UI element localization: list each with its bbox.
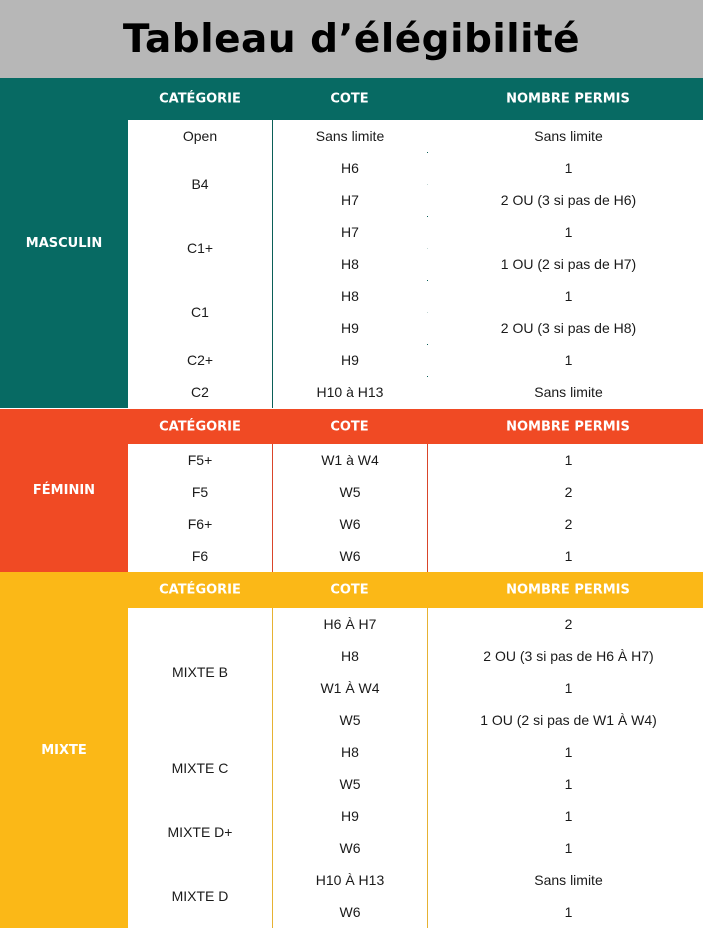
cote-cell: H8 — [273, 248, 427, 280]
cote-cell: H10 à H13 — [273, 376, 427, 408]
permis-cell: 1 — [428, 800, 703, 832]
header-cote: COTE — [330, 91, 369, 107]
permis-cell: 2 — [428, 508, 703, 540]
cote-cell: W1 à W4 — [273, 444, 427, 476]
cote-cell: H7 — [273, 184, 427, 216]
section-label: MASCULIN — [25, 235, 103, 251]
category-cell: C2+ — [128, 344, 272, 376]
cote-cell: W5 — [273, 704, 427, 736]
category-cell: MIXTE C — [128, 736, 272, 800]
cote-cell: W1 À W4 — [273, 672, 427, 704]
section-masculin — [0, 78, 703, 408]
permis-cell: 1 — [428, 832, 703, 864]
permis-cell: 1 OU (2 si pas de W1 À W4) — [428, 704, 703, 736]
cote-cell: Sans limite — [273, 120, 427, 152]
category-cell: MIXTE D — [128, 864, 272, 928]
cote-cell: H8 — [273, 640, 427, 672]
cote-cell: H9 — [273, 800, 427, 832]
category-cell: C1 — [128, 280, 272, 344]
permis-cell: 1 — [428, 896, 703, 928]
cote-cell: H7 — [273, 216, 427, 248]
permis-cell: Sans limite — [428, 120, 703, 152]
cote-cell: W5 — [273, 768, 427, 800]
header-categorie: CATÉGORIE — [159, 419, 241, 434]
section-label: FÉMININ — [32, 483, 96, 498]
header-nombre-permis: NOMBRE PERMIS — [506, 419, 630, 434]
category-cell: C1+ — [128, 216, 272, 280]
header-cote: COTE — [330, 419, 369, 434]
permis-cell: 1 — [428, 768, 703, 800]
column-header-row — [128, 78, 703, 120]
cote-cell: H10 À H13 — [273, 864, 427, 896]
column-divider — [272, 444, 273, 572]
header-categorie: CATÉGORIE — [159, 582, 241, 598]
section-feminin — [0, 409, 703, 572]
cote-cell: H8 — [273, 280, 427, 312]
permis-cell: 2 OU (3 si pas de H8) — [428, 312, 703, 344]
permis-cell: 1 — [428, 152, 703, 184]
permis-cell: 1 — [428, 444, 703, 476]
category-cell: F5+ — [128, 444, 272, 476]
section-mixte — [0, 572, 703, 928]
category-cell: C2 — [128, 376, 272, 408]
page-title: Tableau d’élégibilité — [122, 16, 581, 62]
permis-cell: 2 OU (3 si pas de H6 À H7) — [428, 640, 703, 672]
column-header-row — [128, 409, 703, 444]
category-cell: F6 — [128, 540, 272, 572]
header-nombre-permis: NOMBRE PERMIS — [506, 582, 630, 598]
permis-cell: 2 — [428, 476, 703, 508]
header-nombre-permis: NOMBRE PERMIS — [506, 91, 630, 107]
permis-cell: Sans limite — [428, 864, 703, 896]
category-cell: F5 — [128, 476, 272, 508]
cote-cell: W6 — [273, 896, 427, 928]
cote-cell: H9 — [273, 312, 427, 344]
category-cell: F6+ — [128, 508, 272, 540]
permis-cell: 1 — [428, 736, 703, 768]
permis-cell: 1 — [428, 280, 703, 312]
cote-cell: H6 À H7 — [273, 608, 427, 640]
permis-cell: 1 — [428, 540, 703, 572]
column-divider — [427, 608, 428, 928]
category-cell: MIXTE B — [128, 608, 272, 736]
column-divider — [272, 120, 273, 408]
cote-cell: H6 — [273, 152, 427, 184]
cote-cell: W6 — [273, 832, 427, 864]
cote-cell: W5 — [273, 476, 427, 508]
permis-cell: 1 — [428, 216, 703, 248]
cote-cell: W6 — [273, 540, 427, 572]
permis-cell: Sans limite — [428, 376, 703, 408]
cote-cell: H9 — [273, 344, 427, 376]
column-header-row — [128, 572, 703, 608]
permis-cell: 1 OU (2 si pas de H7) — [428, 248, 703, 280]
column-divider — [427, 444, 428, 572]
header-cote: COTE — [330, 582, 369, 598]
permis-cell: 1 — [428, 672, 703, 704]
category-cell: MIXTE D+ — [128, 800, 272, 864]
permis-cell: 2 OU (3 si pas de H6) — [428, 184, 703, 216]
header-categorie: CATÉGORIE — [159, 91, 241, 107]
category-cell: Open — [128, 120, 272, 152]
cote-cell: W6 — [273, 508, 427, 540]
permis-cell: 1 — [428, 344, 703, 376]
cote-cell: H8 — [273, 736, 427, 768]
permis-cell: 2 — [428, 608, 703, 640]
section-label: MIXTE — [41, 742, 87, 758]
title-bar — [0, 0, 703, 78]
column-divider — [272, 608, 273, 928]
category-cell: B4 — [128, 152, 272, 216]
